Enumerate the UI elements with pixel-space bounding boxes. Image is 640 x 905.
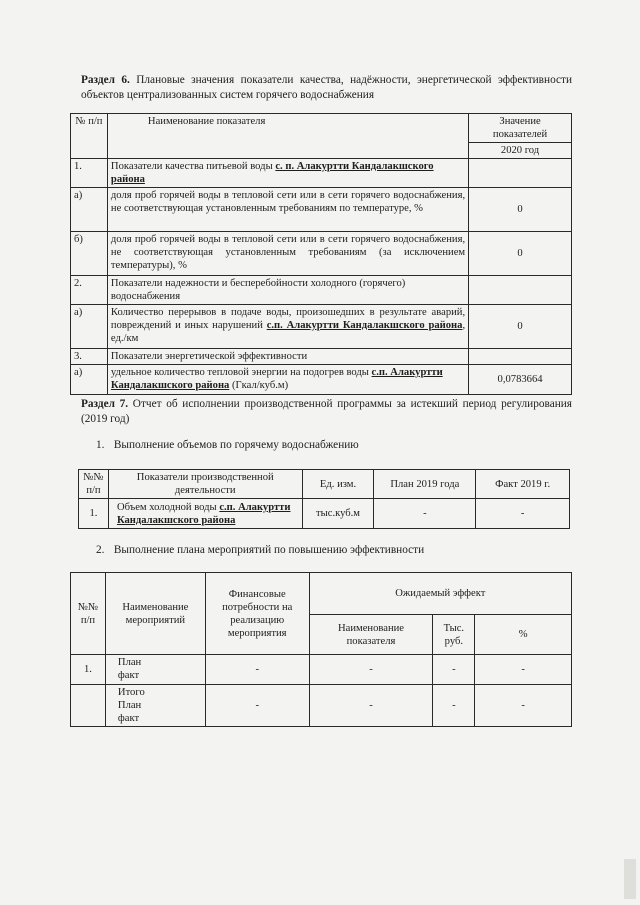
row-num: 1. — [79, 499, 109, 529]
col-percent: % — [475, 615, 572, 655]
col-thousand-rub: Тыс. руб. — [433, 615, 475, 655]
row-unit: тыс.куб.м — [302, 499, 374, 529]
section6-table — [70, 113, 572, 395]
subsection-1-num: 1. — [96, 439, 105, 451]
row-text: удельное количество тепловой энергии на подогрев воды — [110, 367, 372, 378]
row-num — [71, 685, 106, 727]
row-num: а) — [71, 305, 108, 349]
row-text: Показатели энергетической эффективности — [107, 349, 468, 365]
row-num: б) — [71, 232, 108, 276]
row-num: 3. — [71, 349, 108, 365]
subsection-1-text: Выполнение объемов по горячему водоснабжению — [113, 439, 359, 451]
scan-edge-mark — [624, 859, 636, 899]
table-row — [71, 305, 572, 349]
table-row — [71, 685, 572, 727]
section6-label: Раздел 6. — [81, 74, 130, 86]
header-value: Значение показателей — [469, 114, 572, 143]
subsection-1-title — [96, 439, 359, 451]
section6-text: Плановые значения показатели качества, надёжности, энергетической эффективности объектов централизованных систем горячего водоснабжения — [81, 74, 572, 101]
production-table — [78, 469, 570, 529]
row-tail: (Гкал/куб.м) — [229, 380, 289, 391]
row-num: а) — [71, 188, 108, 232]
row-indicator: - — [309, 655, 433, 685]
section6-title — [81, 73, 572, 103]
subsection-2-title — [96, 544, 424, 556]
row-tail: , ед./км — [110, 320, 466, 344]
row-fact: - — [476, 499, 570, 529]
row-total-label: Итого — [117, 687, 145, 698]
row-num: 2. — [71, 276, 108, 305]
col-num: №№ п/п — [71, 573, 106, 655]
row-percent: - — [475, 685, 572, 727]
table-row — [71, 365, 572, 395]
row-value — [469, 159, 572, 188]
row-value: 0 — [469, 305, 572, 349]
table-row — [71, 276, 572, 305]
table-row — [79, 499, 570, 529]
col-unit: Ед. изм. — [302, 470, 374, 499]
row-value — [469, 276, 572, 305]
subsection-2-text: Выполнение плана мероприятий по повышению эффективности — [113, 544, 425, 556]
row-indicator: - — [309, 685, 433, 727]
row-value — [469, 349, 572, 365]
section7-label: Раздел 7. — [81, 398, 129, 410]
row-thousand: - — [433, 655, 475, 685]
table-row — [71, 232, 572, 276]
row-text: Показатели качества питьевой воды — [110, 161, 276, 172]
col-effect: Ожидаемый эффект — [309, 573, 571, 615]
row-text: Показатели надежности и бесперебойности холодного (горячего) водоснабжения — [107, 276, 468, 305]
settlement-name: с.п. Алакуртти Кандалакшского района — [266, 320, 463, 331]
header-num: № п/п — [71, 114, 108, 159]
row-text: Количество перерывов в подаче воды, произошедших в результате аварий, повреждений и иных нарушений — [110, 307, 466, 331]
row-fact-label: факт — [117, 670, 140, 681]
col-plan: План 2019 года — [374, 470, 476, 499]
subsection-2-num: 2. — [96, 544, 105, 556]
row-num: а) — [71, 365, 108, 395]
col-indicator: Наименование показателя — [309, 615, 433, 655]
row-thousand: - — [433, 685, 475, 727]
row-percent: - — [475, 655, 572, 685]
row-value: 0 — [469, 232, 572, 276]
section7-title — [81, 397, 572, 427]
section7-text: Отчет об исполнении производственной программы за истекший период регулирования (2019 год) — [81, 398, 573, 425]
settlement-name: с.п. Алакуртти Кандалакшского района — [116, 501, 291, 526]
row-text: Объем холодной воды — [116, 501, 220, 513]
col-fact: Факт 2019 г. — [476, 470, 570, 499]
row-finance: - — [205, 685, 309, 727]
header-name: Наименование показателя — [107, 114, 468, 159]
table-row — [71, 349, 572, 365]
row-num: 1. — [71, 159, 108, 188]
col-finance: Финансовые потребности на реализацию мероприятия — [205, 573, 309, 655]
table-row — [71, 159, 572, 188]
row-plan-label: План — [117, 700, 142, 711]
row-value: 0 — [469, 188, 572, 232]
row-value: 0,0783664 — [469, 365, 572, 395]
col-num: №№ п/п — [79, 470, 109, 499]
row-text: доля проб горячей воды в тепловой сети или в сети горячего водоснабжения, не соответствующая установленным требованиям (за исключением температуры), % — [107, 232, 468, 276]
col-indicator: Показатели производственной деятельности — [108, 470, 302, 499]
row-fact-label: факт — [117, 713, 140, 724]
row-text: доля проб горячей воды в тепловой сети или в сети горячего водоснабжения, не соответствующая установленным требованиям по температуре, % — [107, 188, 468, 232]
header-year: 2020 год — [469, 143, 572, 159]
settlement-name: с. п. Алакуртти Кандалакшского района — [110, 161, 434, 185]
table-row — [71, 188, 572, 232]
measures-table — [70, 572, 572, 727]
row-plan: - — [374, 499, 476, 529]
settlement-name: с.п. Алакуртти Кандалакшского района — [110, 367, 443, 391]
row-num: 1. — [71, 655, 106, 685]
row-plan-label: План — [117, 657, 142, 668]
table-row — [71, 655, 572, 685]
col-measures: Наименование мероприятий — [105, 573, 205, 655]
row-finance: - — [205, 655, 309, 685]
